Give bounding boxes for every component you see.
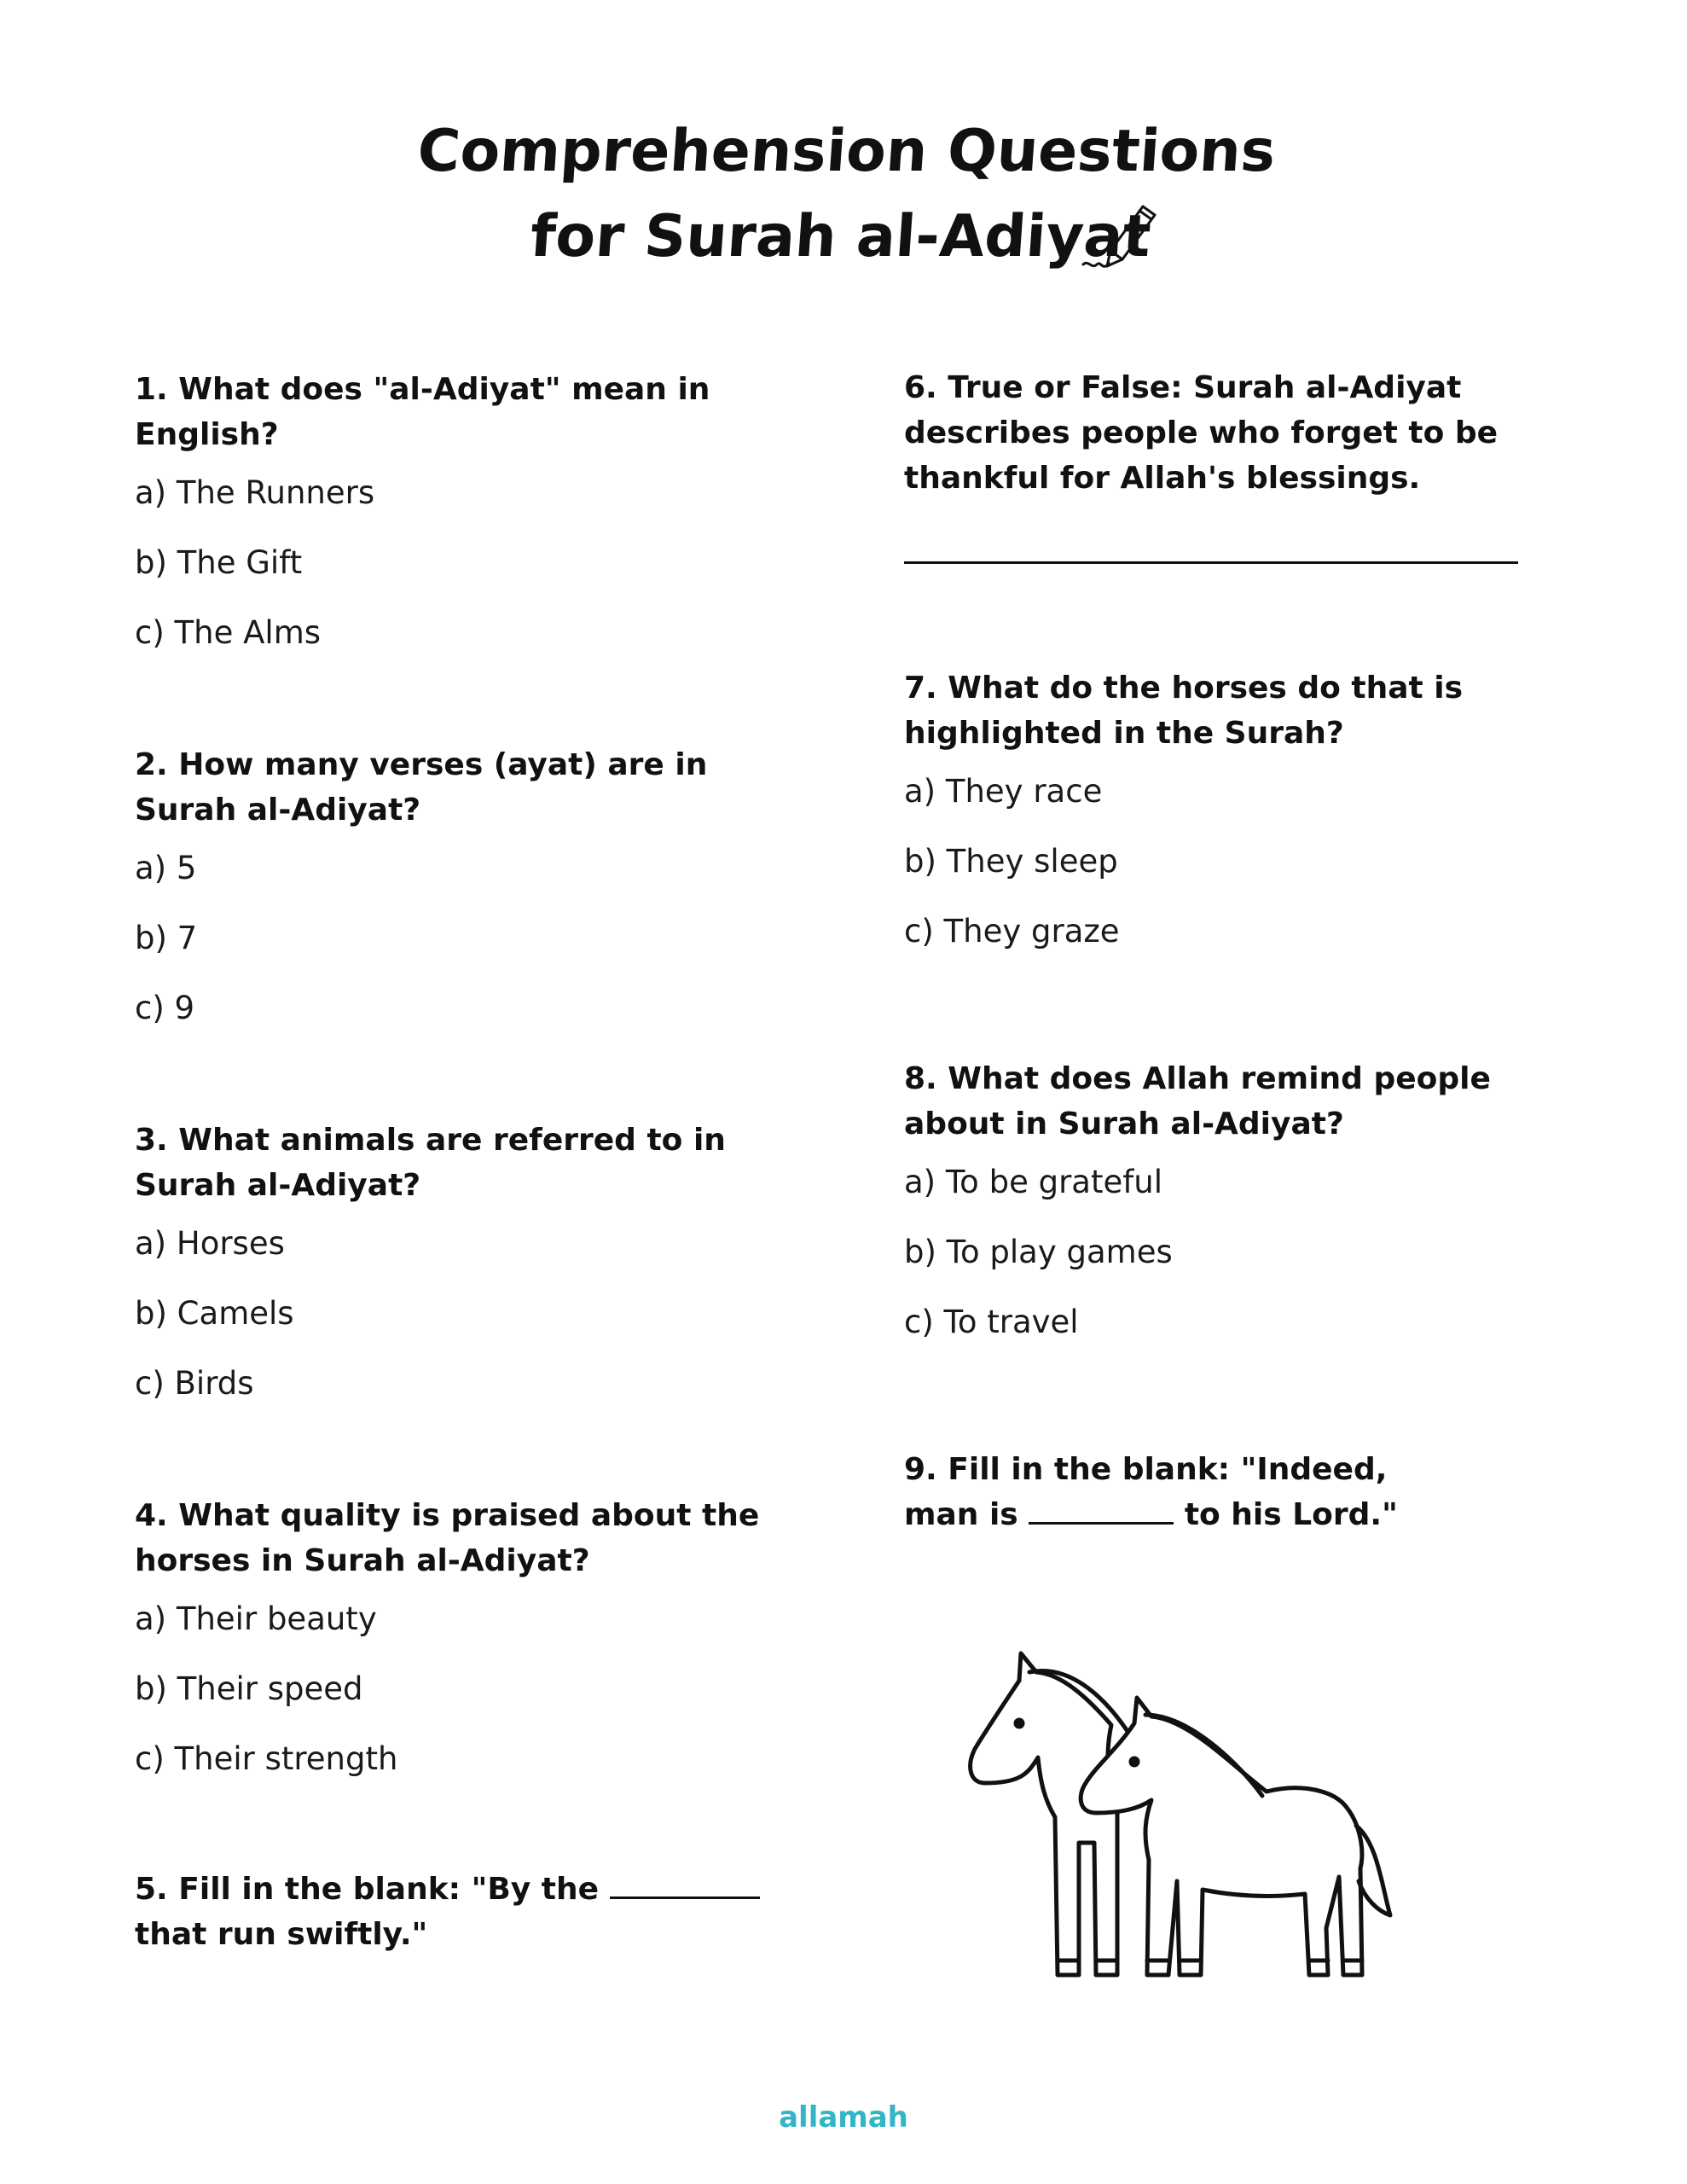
title-line-1: Comprehension Questions — [415, 118, 1278, 185]
question-text: 7. What do the horses do that is highlighted in the Surah? — [904, 671, 1464, 751]
title-line-2: for Surah al-Adiyat — [528, 203, 1153, 270]
question-text: 8. What does Allah remind people about in Surah al-Adiyat? — [904, 1061, 1491, 1141]
question-6 — [904, 365, 1586, 501]
question-2 — [135, 742, 817, 1025]
option: a) To be grateful — [904, 1164, 1162, 1200]
option: b) They sleep — [904, 843, 1118, 880]
option: c) They graze — [904, 913, 1120, 950]
question-1 — [135, 367, 817, 650]
option: b) 7 — [135, 920, 198, 956]
question-text-after: to his Lord." — [1184, 1497, 1398, 1532]
question-text: 1. What does "al-Adiyat" mean in English? — [135, 372, 710, 452]
question-text-after: that run swiftly." — [135, 1917, 428, 1952]
question-text: 4. What quality is praised about the horses in Surah al-Adiyat? — [135, 1498, 760, 1578]
option: b) Camels — [135, 1295, 294, 1332]
brand-logo: allamah — [779, 2100, 908, 2135]
question-text: 6. True or False: Surah al-Adiyat describes people who forget to be thankful for Allah's blessings. — [904, 370, 1499, 496]
option: c) Their strength — [135, 1740, 398, 1777]
horses-illustration — [959, 1647, 1403, 1996]
question-7 — [904, 665, 1586, 949]
question-8 — [904, 1056, 1586, 1339]
question-3 — [135, 1118, 817, 1401]
question-5 — [135, 1867, 817, 1957]
page-title — [0, 109, 1687, 280]
option: a) Horses — [135, 1225, 285, 1262]
question-text — [904, 1447, 1450, 1537]
option: c) Birds — [135, 1365, 254, 1402]
pencil-icon — [1076, 198, 1170, 275]
option: a) The Runners — [135, 474, 375, 511]
question-text: 3. What animals are referred to in Surah al-Adiyat? — [135, 1123, 726, 1203]
option: a) They race — [904, 773, 1103, 810]
question-text — [135, 1867, 817, 1957]
option: c) The Alms — [135, 614, 322, 651]
option: c) To travel — [904, 1304, 1079, 1340]
question-text: 2. How many verses (ayat) are in Surah al-Adiyat? — [135, 747, 708, 828]
option: c) 9 — [135, 990, 195, 1026]
option: b) To play games — [904, 1234, 1173, 1270]
question-text-before: 9. Fill in the blank: "Indeed, man is — [904, 1452, 1388, 1532]
option: b) Their speed — [135, 1670, 363, 1707]
option: b) The Gift — [135, 544, 303, 581]
question-text-before: 5. Fill in the blank: "By the — [135, 1872, 600, 1907]
question-9 — [904, 1447, 1450, 1537]
option: a) 5 — [135, 850, 197, 886]
answer-line[interactable] — [904, 561, 1518, 564]
question-4 — [135, 1493, 817, 1776]
fill-in-blank[interactable] — [610, 1867, 760, 1899]
fill-in-blank[interactable] — [1029, 1493, 1174, 1525]
option: a) Their beauty — [135, 1600, 377, 1637]
